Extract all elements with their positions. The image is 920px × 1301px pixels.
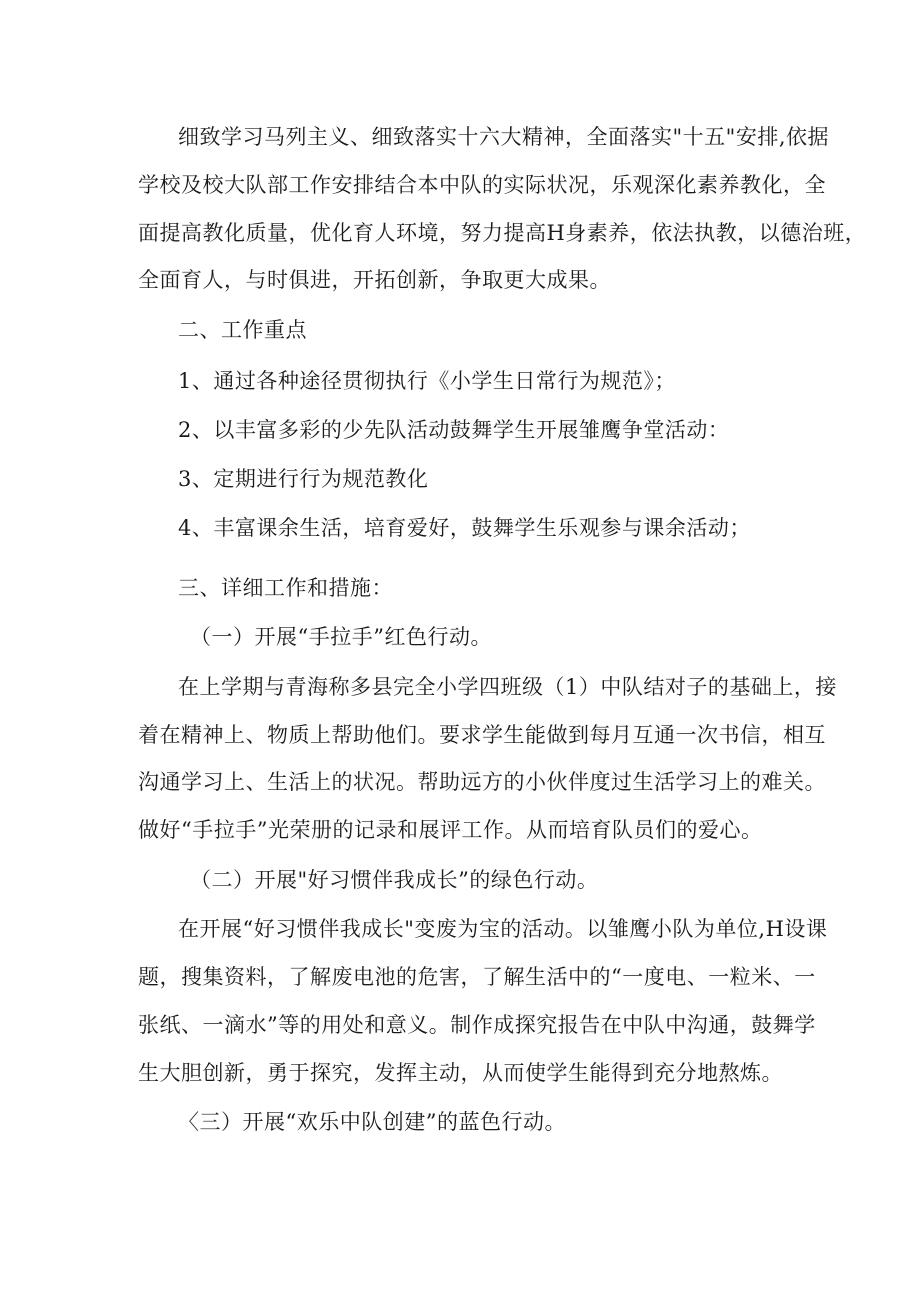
subsection-two-line-2: 题，搜集资料，了解废电池的危害，了解生活中的“一度电、一粒米、一	[138, 965, 816, 989]
section-two-item-1: 1、通过各种途径贯彻执行《小学生日常行为规范》；	[178, 369, 676, 393]
subsection-one-line-3: 沟通学习上、生活上的状况。帮助远方的小伙伴度过生活学习上的难关。	[138, 770, 826, 794]
intro-line-1: 细致学习马列主义、细致落实十六大精神，全面落实"十五"安排,依据	[178, 125, 829, 149]
subsection-two-line-3: 张纸、一滴水”等的用处和意义。制作成探究报告在中队中沟通，鼓舞学	[138, 1013, 816, 1037]
subsection-two-line-1: 在开展“好习惯伴我成长"变废为宝的活动。以雏鹰小队为单位,H设课	[178, 917, 828, 941]
subsection-two-heading: （二）开展"好习惯伴我成长”的绿色行动。	[190, 868, 599, 892]
section-two-heading: 二、工作重点	[178, 318, 307, 342]
section-two-item-3: 3、定期进行行为规范教化	[178, 467, 429, 491]
intro-line-4: 全面育人，与时俱进，开拓创新，争取更大成果。	[138, 268, 611, 292]
subsection-one-line-2: 着在精神上、物质上帮助他们。要求学生能做到每月互通一次书信，相互	[138, 723, 826, 747]
subsection-one-line-4: 做好“手拉手”光荣册的记录和展评工作。从而培育队员们的爱心。	[138, 818, 763, 842]
section-two-item-2: 2、以丰富多彩的少先队活动鼓舞学生开展雏鹰争堂活动：	[178, 418, 730, 442]
section-two-item-4: 4、丰富课余生活，培育爱好，鼓舞学生乐观参与课余活动；	[178, 516, 751, 540]
section-three-heading: 三、详细工作和措施：	[178, 576, 393, 600]
subsection-one-heading: （一）开展“手拉手”红色行动。	[190, 625, 492, 649]
subsection-one-line-1: 在上学期与青海称多县完全小学四班级（1）中队结对子的基础上，接	[178, 675, 837, 699]
subsection-three-heading: 〈三）开展“欢乐中队创建”的蓝色行动。	[178, 1110, 566, 1134]
intro-line-2: 学校及校大队部工作安排结合本中队的实际状况，乐观深化素养教化，全	[138, 173, 826, 197]
intro-line-3: 面提高教化质量，优化育人环境，努力提高H身素养，依法执教，以德治班，	[138, 221, 867, 245]
subsection-two-line-4: 生大胆创新，勇于探究，发挥主动，从而使学生能得到充分地熬炼。	[138, 1061, 783, 1085]
